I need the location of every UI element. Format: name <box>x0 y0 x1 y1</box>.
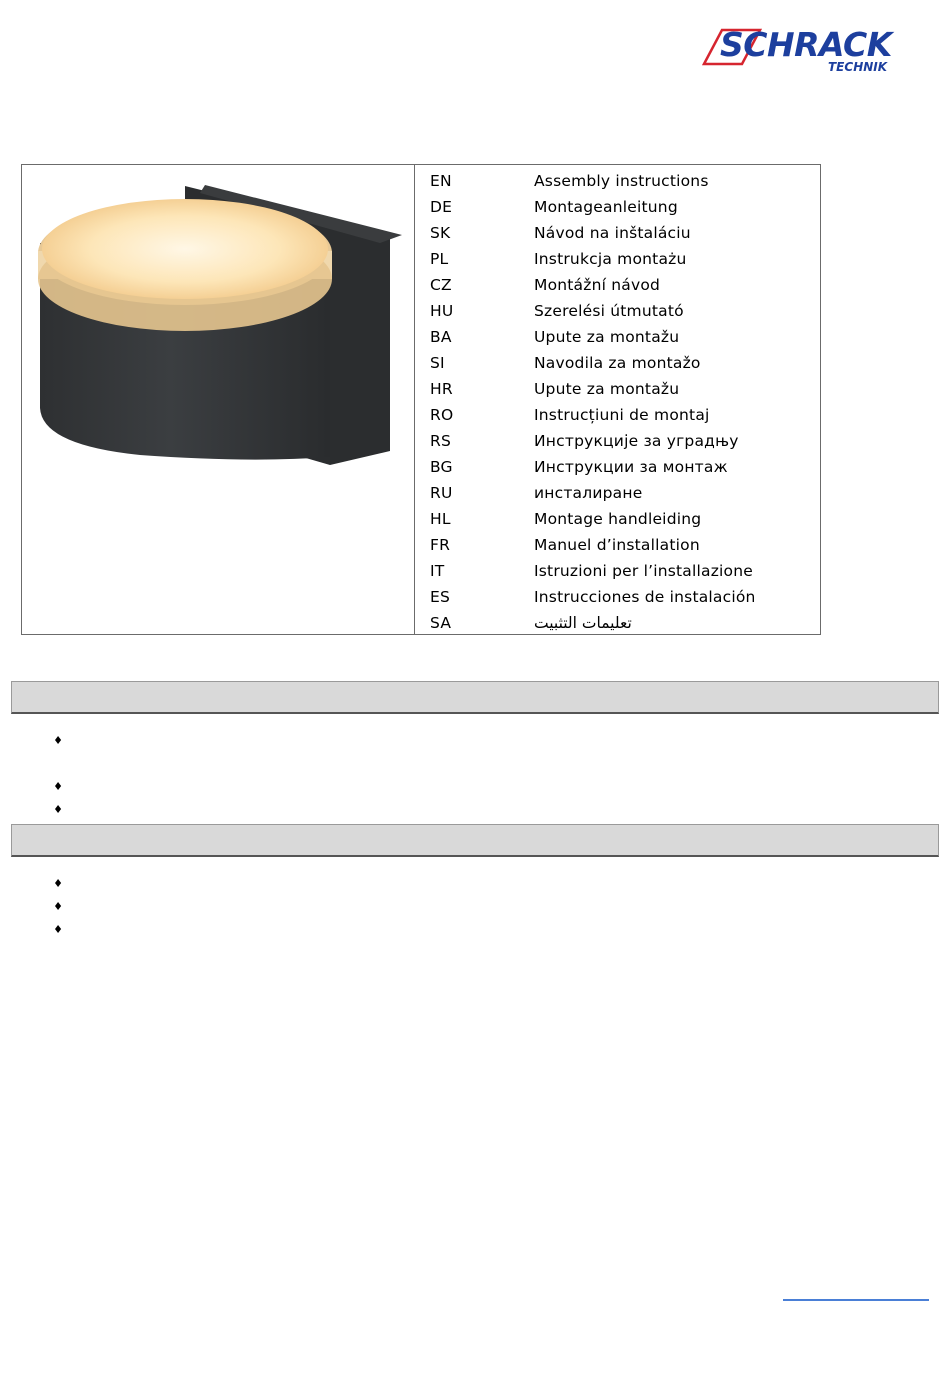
language-table <box>21 164 821 635</box>
language-code: HU <box>430 302 454 320</box>
section-header-bar-1 <box>11 681 939 714</box>
bullet-icon: ♦ <box>53 734 63 747</box>
language-row-bg <box>415 454 820 480</box>
language-row-sk <box>415 220 820 246</box>
product-photo-cell <box>22 165 415 634</box>
bullet-icon: ♦ <box>53 900 63 913</box>
language-code: RO <box>430 406 454 424</box>
language-code: HL <box>430 510 451 528</box>
language-row-ru <box>415 480 820 506</box>
language-row-en <box>415 168 820 194</box>
language-row-cz <box>415 272 820 298</box>
footer-link-underline[interactable] <box>783 1299 929 1301</box>
language-code: EN <box>430 172 452 190</box>
language-row-de <box>415 194 820 220</box>
language-title: Montážní návod <box>534 276 661 294</box>
language-title: Navodila za montažo <box>534 354 701 372</box>
language-code: SK <box>430 224 451 242</box>
language-code: SA <box>430 614 452 632</box>
language-title: Инструкции за монтаж <box>534 458 728 476</box>
section-header-bar-2 <box>11 824 939 857</box>
logo-brand-text: SCHRACK <box>720 25 892 64</box>
language-title: Upute za montažu <box>534 328 680 346</box>
language-row-hu <box>415 298 820 324</box>
language-title: Montageanleitung <box>534 198 678 216</box>
language-row-hr <box>415 376 820 402</box>
language-title: Assembly instructions <box>534 172 709 190</box>
language-row-sa <box>415 610 820 636</box>
language-title: Instrukcja montażu <box>534 250 687 268</box>
language-code: RU <box>430 484 453 502</box>
language-row-si <box>415 350 820 376</box>
wall-lamp-photo <box>30 183 410 623</box>
language-code: BA <box>430 328 452 346</box>
bullet-icon: ♦ <box>53 780 63 793</box>
language-code: ES <box>430 588 451 606</box>
schrack-logo <box>700 22 935 78</box>
bullet-icon: ♦ <box>53 803 63 816</box>
language-list <box>415 165 820 634</box>
language-row-es <box>415 584 820 610</box>
language-title: Manuel d’installation <box>534 536 700 554</box>
language-row-it <box>415 558 820 584</box>
language-code: SI <box>430 354 445 372</box>
language-title: Instrucțiuni de montaj <box>534 406 710 424</box>
language-row-ro <box>415 402 820 428</box>
language-title: Инструкције за уградњу <box>534 432 739 450</box>
language-row-rs <box>415 428 820 454</box>
language-code: FR <box>430 536 451 554</box>
language-code: BG <box>430 458 453 476</box>
logo-sub-text: TECHNIK <box>828 60 888 74</box>
language-title: Montage handleiding <box>534 510 702 528</box>
language-title: Istruzioni per l’installazione <box>534 562 753 580</box>
language-code: HR <box>430 380 453 398</box>
language-code: CZ <box>430 276 452 294</box>
bullet-icon: ♦ <box>53 877 63 890</box>
language-row-fr <box>415 532 820 558</box>
language-title: инсталиране <box>534 484 643 502</box>
language-title: تعليمات التثبيت <box>534 614 632 632</box>
language-row-hl <box>415 506 820 532</box>
language-code: PL <box>430 250 449 268</box>
language-title: Upute za montažu <box>534 380 680 398</box>
bullet-icon: ♦ <box>53 923 63 936</box>
language-code: DE <box>430 198 453 216</box>
language-title: Szerelési útmutató <box>534 302 684 320</box>
language-row-pl <box>415 246 820 272</box>
language-row-ba <box>415 324 820 350</box>
language-title: Instrucciones de instalación <box>534 588 756 606</box>
language-code: RS <box>430 432 452 450</box>
language-code: IT <box>430 562 445 580</box>
language-title: Návod na inštaláciu <box>534 224 691 242</box>
